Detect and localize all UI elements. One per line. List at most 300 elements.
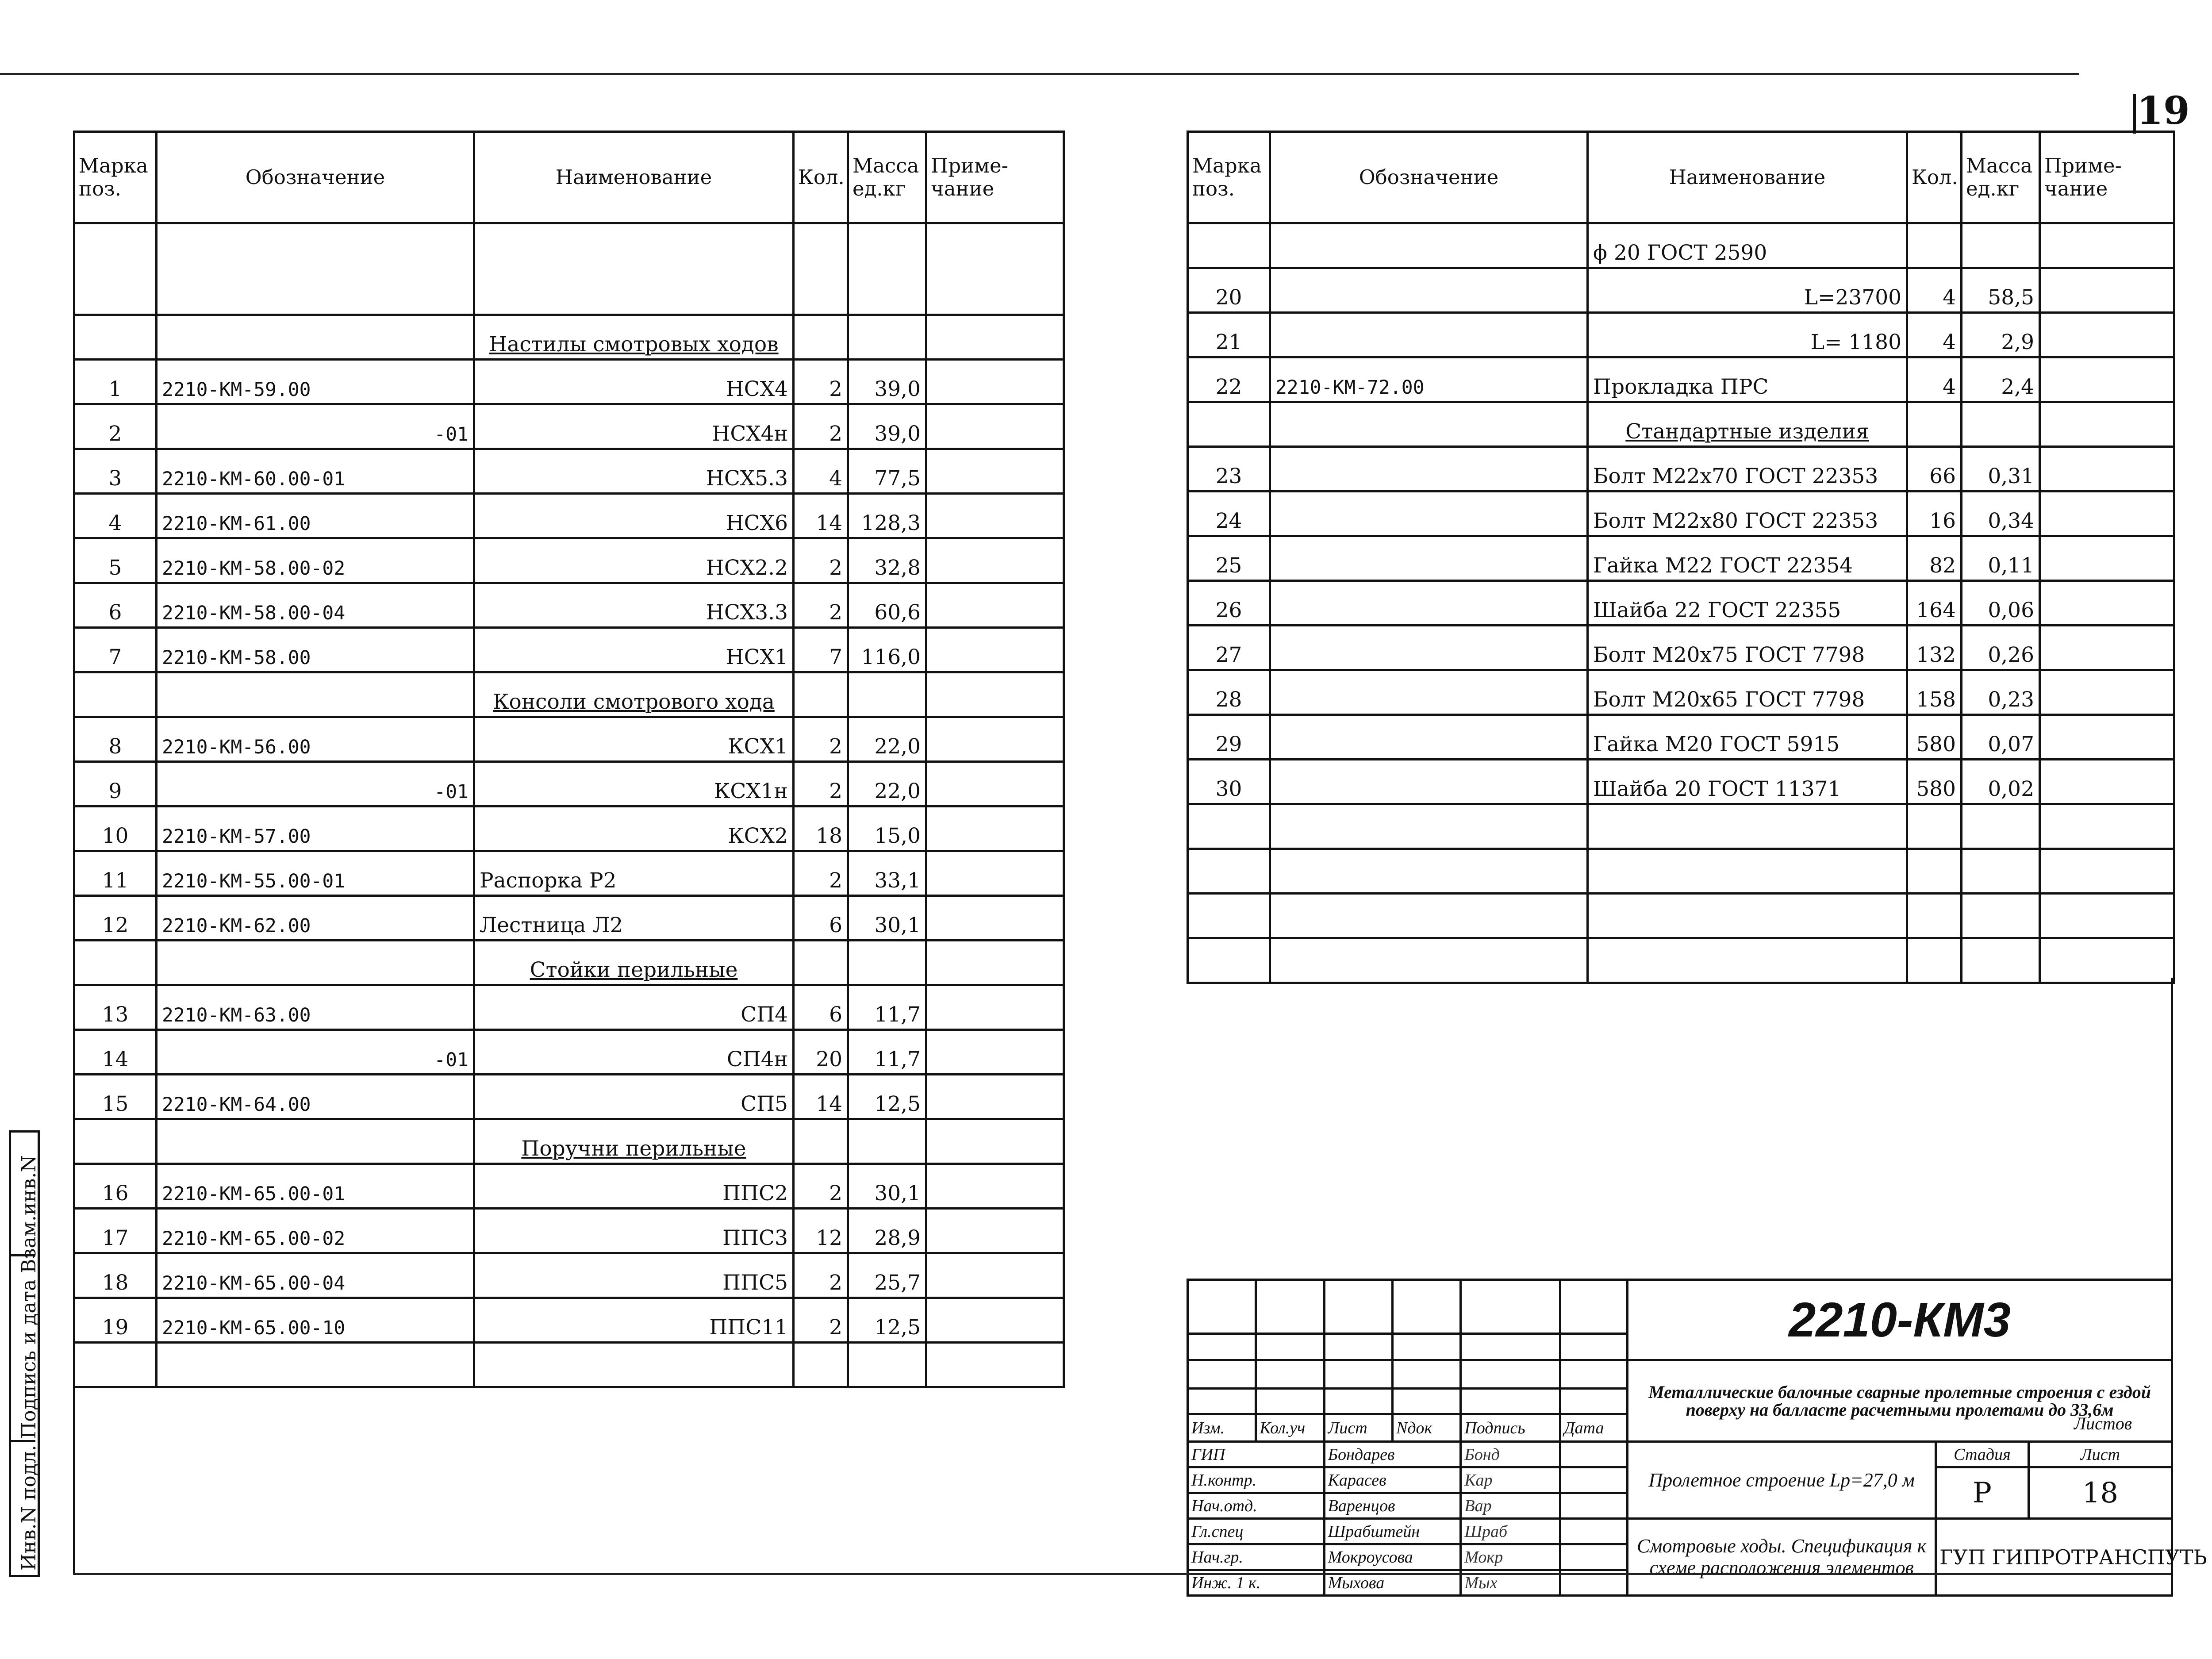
role-inzh: Инж. 1 к. [1188, 1570, 1325, 1596]
right-spec-table [1187, 131, 2175, 984]
qty-cell [1907, 894, 1962, 938]
position-cell: 19 [74, 1298, 157, 1343]
mass-cell: 0,31 [1962, 447, 2040, 492]
section-row [74, 1119, 1064, 1164]
mass-cell [1962, 804, 2040, 849]
qty-cell: 4 [794, 449, 848, 494]
qty-cell: 158 [1907, 670, 1962, 715]
note-cell [2040, 357, 2174, 402]
name-cell: Прокладка ПРС [1588, 357, 1907, 402]
position-cell: 5 [74, 538, 157, 583]
note-cell [2040, 938, 2174, 983]
note-cell [2040, 804, 2174, 849]
qty-cell: 4 [1907, 268, 1962, 313]
note-cell [926, 1075, 1064, 1119]
designation-cell [1270, 223, 1588, 268]
name-cell: СП4н [474, 1030, 794, 1075]
position-cell: 11 [74, 851, 157, 896]
header-mark: Марка поз. [1188, 132, 1270, 223]
qty-cell: 20 [794, 1030, 848, 1075]
qty-cell: 2 [794, 360, 848, 404]
table-row [1188, 894, 2174, 938]
designation-cell: 2210-КМ-65.00-01 [157, 1164, 474, 1209]
section-row [74, 941, 1064, 985]
mass-cell: 0,23 [1962, 670, 2040, 715]
note-cell [2040, 670, 2174, 715]
name-cell [1588, 849, 1907, 894]
position-cell: 9 [74, 762, 157, 806]
mass-cell: 39,0 [848, 404, 926, 449]
designation-cell: 2210-КМ-58.00 [157, 628, 474, 672]
note-cell [926, 806, 1064, 851]
mass-cell: 33,1 [848, 851, 926, 896]
table-row [74, 896, 1064, 941]
name-cell: Шайба 20 ГОСТ 11371 [1588, 760, 1907, 804]
designation-cell [1270, 804, 1588, 849]
note-cell [926, 1209, 1064, 1253]
table-row [1188, 626, 2174, 670]
section-row [74, 672, 1064, 717]
designation-cell [157, 1343, 474, 1387]
designation-cell [1270, 938, 1588, 983]
table-row [1188, 715, 2174, 760]
note-cell [926, 1030, 1064, 1075]
designation-cell: 2210-КМ-58.00-02 [157, 538, 474, 583]
table-row [74, 494, 1064, 538]
note-cell [926, 583, 1064, 628]
position-cell [74, 672, 157, 717]
designation-cell: 2210-КМ-72.00 [1270, 357, 1588, 402]
name-cell: НСХ5.3 [474, 449, 794, 494]
position-cell: 3 [74, 449, 157, 494]
signature-gip: Бонд [1461, 1442, 1560, 1467]
position-cell: 12 [74, 896, 157, 941]
name-nkontr: Карасев [1324, 1467, 1461, 1493]
position-cell: 28 [1188, 670, 1270, 715]
table-row [1188, 268, 2174, 313]
name-cell: КСХ1 [474, 717, 794, 762]
table-row [1188, 492, 2174, 536]
note-cell [926, 628, 1064, 672]
position-cell [1188, 223, 1270, 268]
sheet-value: 18 [2028, 1467, 2172, 1519]
mass-cell: 77,5 [848, 449, 926, 494]
position-cell: 4 [74, 494, 157, 538]
name-cell: КСХ2 [474, 806, 794, 851]
qty-cell: 18 [794, 806, 848, 851]
top-edge-line [0, 73, 2079, 75]
note-cell [2040, 313, 2174, 357]
qty-cell [794, 1343, 848, 1387]
mass-cell [848, 672, 926, 717]
position-cell: 26 [1188, 581, 1270, 626]
note-cell [926, 1253, 1064, 1298]
page-number-bar [2133, 94, 2136, 134]
position-cell: 8 [74, 717, 157, 762]
designation-cell [1270, 670, 1588, 715]
designation-cell: -01 [157, 762, 474, 806]
note-cell [926, 538, 1064, 583]
name-cell: СП4 [474, 985, 794, 1030]
table-row [1188, 804, 2174, 849]
position-cell: 30 [1188, 760, 1270, 804]
designation-cell [157, 672, 474, 717]
table-row [74, 360, 1064, 404]
qty-cell: 66 [1907, 447, 1962, 492]
mass-cell: 15,0 [848, 806, 926, 851]
mass-cell: 12,5 [848, 1298, 926, 1343]
mass-cell: 0,34 [1962, 492, 2040, 536]
table-row [74, 404, 1064, 449]
position-cell: 15 [74, 1075, 157, 1119]
stamp-header-ndok: Nдок [1392, 1414, 1460, 1442]
mass-cell: 2,4 [1962, 357, 2040, 402]
position-cell: 27 [1188, 626, 1270, 670]
table-row [74, 1343, 1064, 1387]
qty-cell: 14 [794, 494, 848, 538]
mass-cell: 11,7 [848, 985, 926, 1030]
header-qty: Кол. [794, 132, 848, 223]
table-row [74, 538, 1064, 583]
designation-cell [157, 941, 474, 985]
bottom-frame-line [73, 1573, 2173, 1575]
name-cell: ППС3 [474, 1209, 794, 1253]
designation-cell [1270, 715, 1588, 760]
mass-cell: 25,7 [848, 1253, 926, 1298]
note-cell [926, 896, 1064, 941]
name-cell: Распорка Р2 [474, 851, 794, 896]
header-name: Наименование [474, 132, 794, 223]
table-row [1188, 760, 2174, 804]
table-row [74, 1298, 1064, 1343]
qty-cell: 2 [794, 538, 848, 583]
qty-cell [1907, 223, 1962, 268]
designation-cell [1270, 402, 1588, 447]
stamp-header-list: Лист [1324, 1414, 1392, 1442]
header-note: Приме-чание [2040, 132, 2174, 223]
designation-cell [1270, 536, 1588, 581]
mass-cell: 30,1 [848, 896, 926, 941]
note-cell [926, 985, 1064, 1030]
blank-row [74, 223, 1064, 315]
name-cell: L=23700 [1588, 268, 1907, 313]
position-cell: 21 [1188, 313, 1270, 357]
name-cell: ППС2 [474, 1164, 794, 1209]
name-cell: Болт М22х70 ГОСТ 22353 [1588, 447, 1907, 492]
page-number: 19 [2137, 88, 2190, 133]
name-cell: Болт М20х75 ГОСТ 7798 [1588, 626, 1907, 670]
note-cell [2040, 581, 2174, 626]
position-cell: 6 [74, 583, 157, 628]
note-cell [926, 1164, 1064, 1209]
position-cell: 22 [1188, 357, 1270, 402]
note-cell [2040, 626, 2174, 670]
name-cell: НСХ4 [474, 360, 794, 404]
header-qty: Кол. [1907, 132, 1962, 223]
qty-cell [1907, 402, 1962, 447]
name-cell: Болт М20х65 ГОСТ 7798 [1588, 670, 1907, 715]
designation-cell: 2210-КМ-57.00 [157, 806, 474, 851]
title-block [1187, 1279, 2207, 1597]
qty-cell: 12 [794, 1209, 848, 1253]
designation-cell: 2210-КМ-65.00-02 [157, 1209, 474, 1253]
table-row [74, 1164, 1064, 1209]
table-row [74, 583, 1064, 628]
mass-cell [1962, 223, 2040, 268]
note-cell [926, 315, 1064, 360]
qty-cell: 6 [794, 896, 848, 941]
designation-cell [1270, 268, 1588, 313]
designation-cell [1270, 581, 1588, 626]
designation-cell: -01 [157, 404, 474, 449]
qty-cell: 2 [794, 404, 848, 449]
qty-cell [794, 315, 848, 360]
designation-cell: 2210-КМ-65.00-10 [157, 1298, 474, 1343]
qty-cell [794, 672, 848, 717]
name-cell: L= 1180 [1588, 313, 1907, 357]
qty-cell: 16 [1907, 492, 1962, 536]
qty-cell: 2 [794, 583, 848, 628]
table-row [1188, 849, 2174, 894]
qty-cell: 6 [794, 985, 848, 1030]
name-cell: КСХ1н [474, 762, 794, 806]
name-cell: Консоли смотрового хода [474, 672, 794, 717]
mass-cell: 0,02 [1962, 760, 2040, 804]
qty-cell: 4 [1907, 313, 1962, 357]
position-cell [1188, 804, 1270, 849]
mass-cell: 60,6 [848, 583, 926, 628]
name-glspec: Шрабштейн [1324, 1519, 1461, 1544]
position-cell: 20 [1188, 268, 1270, 313]
structure-desc: Пролетное строение Lр=27,0 м [1628, 1442, 1936, 1519]
mass-cell [1962, 402, 2040, 447]
note-cell [2040, 492, 2174, 536]
mass-cell: 0,06 [1962, 581, 2040, 626]
qty-cell: 2 [794, 851, 848, 896]
position-cell: 7 [74, 628, 157, 672]
mass-cell: 0,26 [1962, 626, 2040, 670]
position-cell: 24 [1188, 492, 1270, 536]
name-cell: Настилы смотровых ходов [474, 315, 794, 360]
stage-value: Р [1936, 1467, 2029, 1519]
designation-cell: -01 [157, 1030, 474, 1075]
mass-cell: 30,1 [848, 1164, 926, 1209]
name-nachgr: Мокроусова [1324, 1544, 1461, 1570]
name-cell: ϕ 20 ГОСТ 2590 [1588, 223, 1907, 268]
mass-cell: 58,5 [1962, 268, 2040, 313]
note-cell [2040, 760, 2174, 804]
header-name: Наименование [1588, 132, 1907, 223]
header-designation: Обозначение [1270, 132, 1588, 223]
sheet-label: Лист [2028, 1442, 2172, 1467]
position-cell: 25 [1188, 536, 1270, 581]
mass-cell [1962, 849, 2040, 894]
name-cell: СП5 [474, 1075, 794, 1119]
stamp-header-izm: Изм. [1188, 1414, 1256, 1442]
qty-cell: 164 [1907, 581, 1962, 626]
designation-cell [1270, 849, 1588, 894]
position-cell: 14 [74, 1030, 157, 1075]
designation-cell: 2210-КМ-64.00 [157, 1075, 474, 1119]
designation-cell: 2210-КМ-61.00 [157, 494, 474, 538]
qty-cell: 2 [794, 1298, 848, 1343]
table-row [74, 449, 1064, 494]
designation-cell [1270, 894, 1588, 938]
designation-cell [1270, 447, 1588, 492]
position-cell [1188, 938, 1270, 983]
note-cell [2040, 268, 2174, 313]
sheets-label: Листов [2074, 1413, 2132, 1433]
mass-cell: 22,0 [848, 762, 926, 806]
right-frame-line [2171, 978, 2173, 1575]
project-title: Металлические балочные сварные пролетные строения с ездой поверху на балласте расчетными пролетами до 33,6м [1628, 1360, 2172, 1442]
side-stamp-label: Инв.N подл. Подпись и дата Взам.инв.N [18, 1155, 40, 1571]
qty-cell [1907, 938, 1962, 983]
name-cell [1588, 804, 1907, 849]
role-nachotd: Нач.отд. [1188, 1493, 1325, 1519]
role-gip: ГИП [1188, 1442, 1325, 1467]
mass-cell: 2,9 [1962, 313, 2040, 357]
signature-nachotd: Вар [1461, 1493, 1560, 1519]
mass-cell: 0,11 [1962, 536, 2040, 581]
table-row [74, 1030, 1064, 1075]
designation-cell: 2210-КМ-63.00 [157, 985, 474, 1030]
name-cell: Стойки перильные [474, 941, 794, 985]
note-cell [2040, 849, 2174, 894]
table-row [74, 806, 1064, 851]
name-cell: Поручни перильные [474, 1119, 794, 1164]
signature-inzh: Мых [1461, 1570, 1560, 1596]
name-cell: Шайба 22 ГОСТ 22355 [1588, 581, 1907, 626]
position-cell: 16 [74, 1164, 157, 1209]
note-cell [2040, 447, 2174, 492]
stamp-header-podpis: Подпись [1461, 1414, 1560, 1442]
name-cell: Гайка М20 ГОСТ 5915 [1588, 715, 1907, 760]
qty-cell: 14 [794, 1075, 848, 1119]
note-cell [926, 404, 1064, 449]
name-cell [1588, 894, 1907, 938]
role-glspec: Гл.спец [1188, 1519, 1325, 1544]
position-cell [1188, 402, 1270, 447]
qty-cell: 2 [794, 1164, 848, 1209]
note-cell [926, 672, 1064, 717]
table-row [1188, 938, 2174, 983]
mass-cell: 22,0 [848, 717, 926, 762]
table-row [74, 1075, 1064, 1119]
qty-cell [1907, 849, 1962, 894]
note-cell [2040, 715, 2174, 760]
left-frame-line [73, 1270, 75, 1573]
qty-cell: 7 [794, 628, 848, 672]
note-cell [926, 494, 1064, 538]
note-cell [926, 762, 1064, 806]
note-cell [2040, 223, 2174, 268]
signature-nkontr: Кар [1461, 1467, 1560, 1493]
designation-cell: 2210-КМ-56.00 [157, 717, 474, 762]
name-cell: Болт М22х80 ГОСТ 22353 [1588, 492, 1907, 536]
drawing-code: 2210-КМ3 [1628, 1280, 2172, 1360]
mass-cell [848, 1343, 926, 1387]
position-cell: 23 [1188, 447, 1270, 492]
position-cell: 13 [74, 985, 157, 1030]
note-cell [926, 449, 1064, 494]
name-cell: ППС11 [474, 1298, 794, 1343]
table-row [1188, 313, 2174, 357]
name-cell: Гайка М22 ГОСТ 22354 [1588, 536, 1907, 581]
mass-cell [848, 1119, 926, 1164]
table-row [74, 1253, 1064, 1298]
stage-label: Стадия [1936, 1442, 2029, 1467]
name-cell: Лестница Л2 [474, 896, 794, 941]
mass-cell: 12,5 [848, 1075, 926, 1119]
position-cell [1188, 849, 1270, 894]
name-inzh: Мыхова [1324, 1570, 1461, 1596]
note-cell [2040, 536, 2174, 581]
signature-glspec: Шраб [1461, 1519, 1560, 1544]
subject-desc: Смотровые ходы. Спецификация к схеме расположения элементов [1628, 1519, 1936, 1596]
qty-cell [794, 1119, 848, 1164]
qty-cell: 2 [794, 1253, 848, 1298]
note-cell [926, 851, 1064, 896]
name-cell: НСХ4н [474, 404, 794, 449]
name-cell: НСХ1 [474, 628, 794, 672]
position-cell [74, 941, 157, 985]
name-cell: НСХ2.2 [474, 538, 794, 583]
table-row [74, 762, 1064, 806]
table-row [74, 1209, 1064, 1253]
note-cell [926, 941, 1064, 985]
table-row [74, 628, 1064, 672]
table-row [74, 985, 1064, 1030]
name-cell [1588, 938, 1907, 983]
name-cell: НСХ3.3 [474, 583, 794, 628]
mass-cell: 128,3 [848, 494, 926, 538]
name-cell: Стандартные изделия [1588, 402, 1907, 447]
table-row [1188, 581, 2174, 626]
note-cell [926, 1298, 1064, 1343]
note-cell [926, 1343, 1064, 1387]
note-cell [926, 360, 1064, 404]
header-row [74, 132, 1064, 223]
name-nachotd: Варенцов [1324, 1493, 1461, 1519]
section-row [1188, 402, 2174, 447]
mass-cell [848, 315, 926, 360]
designation-cell: 2210-КМ-58.00-04 [157, 583, 474, 628]
qty-cell: 82 [1907, 536, 1962, 581]
qty-cell [1907, 804, 1962, 849]
note-cell [2040, 894, 2174, 938]
position-cell [74, 1119, 157, 1164]
left-spec-table [73, 131, 1065, 1388]
table-row [1188, 223, 2174, 268]
mass-cell: 28,9 [848, 1209, 926, 1253]
header-mass: Масса ед.кг [1962, 132, 2040, 223]
position-cell [1188, 894, 1270, 938]
table-row [1188, 536, 2174, 581]
position-cell [74, 1343, 157, 1387]
position-cell: 10 [74, 806, 157, 851]
designation-cell [1270, 313, 1588, 357]
qty-cell: 132 [1907, 626, 1962, 670]
designation-cell [1270, 492, 1588, 536]
mass-cell: 39,0 [848, 360, 926, 404]
header-note: Приме-чание [926, 132, 1064, 223]
note-cell [926, 717, 1064, 762]
designation-cell: 2210-КМ-55.00-01 [157, 851, 474, 896]
position-cell: 17 [74, 1209, 157, 1253]
position-cell: 18 [74, 1253, 157, 1298]
position-cell: 2 [74, 404, 157, 449]
